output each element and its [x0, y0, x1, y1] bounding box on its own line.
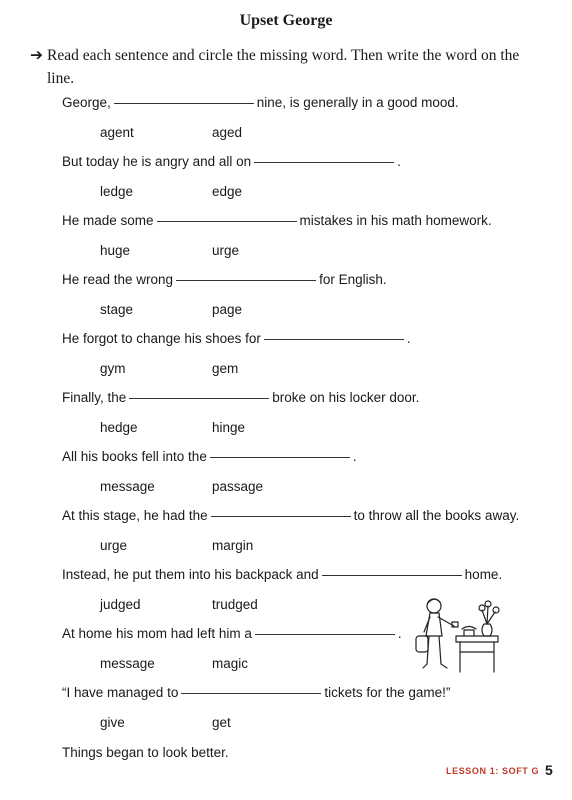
choice-option[interactable]: aged [212, 125, 243, 140]
sentence-after: to throw all the books away. [353, 508, 520, 523]
arrow-icon: ➔ [30, 47, 43, 64]
choice-option[interactable]: magic [212, 656, 249, 671]
instructions-text: Read each sentence and circle the missing word. Then write the word on the line. [47, 47, 520, 87]
sentence-before: He read the wrong [62, 272, 174, 287]
sentence-before: He forgot to change his shoes for [62, 331, 261, 346]
sentence [62, 447, 357, 467]
sentence-before: At this stage, he had the [62, 508, 208, 523]
answer-blank[interactable] [211, 515, 351, 517]
sentence [62, 388, 419, 408]
exercise-item [62, 270, 562, 329]
answer-blank[interactable] [176, 279, 316, 281]
lesson-label: LESSON 1: SOFT G [446, 766, 540, 776]
choice-option[interactable]: trudged [212, 597, 258, 612]
choice-option[interactable]: gym [100, 361, 126, 376]
sentence-before: Instead, he put them into his backpack and [62, 567, 319, 582]
sentence [62, 565, 502, 585]
sentence [62, 683, 450, 703]
choice-option[interactable]: page [212, 302, 243, 317]
answer-blank[interactable] [255, 633, 395, 635]
sentence-before: But today he is angry and all on [62, 154, 252, 169]
sentence-after: . [406, 331, 411, 346]
instructions [30, 44, 540, 90]
sentence-after: mistakes in his math homework. [299, 213, 492, 228]
sentence-before: He made some [62, 213, 154, 228]
sentence-after: nine, is generally in a good mood. [256, 95, 459, 110]
sentence-after: home. [464, 567, 503, 582]
sentence [62, 624, 402, 644]
sentence-after: broke on his locker door. [272, 390, 420, 405]
choice-option[interactable]: agent [100, 125, 134, 140]
choice-option[interactable]: hedge [100, 420, 138, 435]
sentence-after: . [397, 626, 402, 641]
choice-option[interactable]: stage [100, 302, 134, 317]
answer-blank[interactable] [254, 161, 394, 163]
exercise-item [62, 683, 562, 742]
choice-option[interactable]: edge [212, 184, 243, 199]
sentence [62, 270, 387, 290]
exercise-item [62, 329, 562, 388]
answer-blank[interactable] [322, 574, 462, 576]
choice-option[interactable]: gem [212, 361, 239, 376]
choice-option[interactable]: urge [212, 243, 240, 258]
sentence-before: “I have managed to [62, 685, 179, 700]
choice-option[interactable]: give [100, 715, 125, 730]
choice-option[interactable]: urge [100, 538, 128, 553]
sentence-after: for English. [319, 272, 387, 287]
sentence-after: . [397, 154, 401, 169]
answer-blank[interactable] [114, 102, 254, 104]
sentence [62, 211, 492, 231]
answer-blank[interactable] [129, 397, 269, 399]
final-sentence: Things began to look better. [62, 745, 229, 760]
choice-option[interactable]: message [100, 479, 155, 494]
boy-at-table-illustration [412, 592, 504, 682]
answer-blank[interactable] [181, 692, 321, 694]
sentence-before: George, [62, 95, 111, 110]
sentence [62, 93, 459, 113]
sentence-before: At home his mom had left him a [62, 626, 252, 641]
choice-option[interactable]: get [212, 715, 231, 730]
answer-blank[interactable] [157, 220, 297, 222]
sentence-before: Finally, the [62, 390, 127, 405]
sentence-after: . [352, 449, 357, 464]
exercise-item [62, 152, 562, 211]
choice-option[interactable]: passage [212, 479, 264, 494]
choice-option[interactable]: margin [212, 538, 254, 553]
exercise-item [62, 93, 562, 152]
exercise-item [62, 211, 562, 270]
choice-option[interactable]: judged [100, 597, 141, 612]
answer-blank[interactable] [264, 338, 404, 340]
exercise-item [62, 388, 562, 447]
choice-option[interactable]: message [100, 656, 155, 671]
page-number: 5 [545, 762, 553, 778]
sentence-before: All his books fell into the [62, 449, 207, 464]
sentence [62, 152, 401, 172]
choice-option[interactable]: hinge [212, 420, 246, 435]
choice-option[interactable]: huge [100, 243, 131, 258]
sentence [62, 506, 519, 526]
sentence [62, 329, 411, 349]
exercise-item [62, 447, 562, 506]
exercise-item [62, 506, 562, 565]
page-title: Upset George [239, 12, 333, 29]
sentence-after: tickets for the game!” [324, 685, 451, 700]
answer-blank[interactable] [210, 456, 350, 458]
choice-option[interactable]: ledge [100, 184, 134, 199]
